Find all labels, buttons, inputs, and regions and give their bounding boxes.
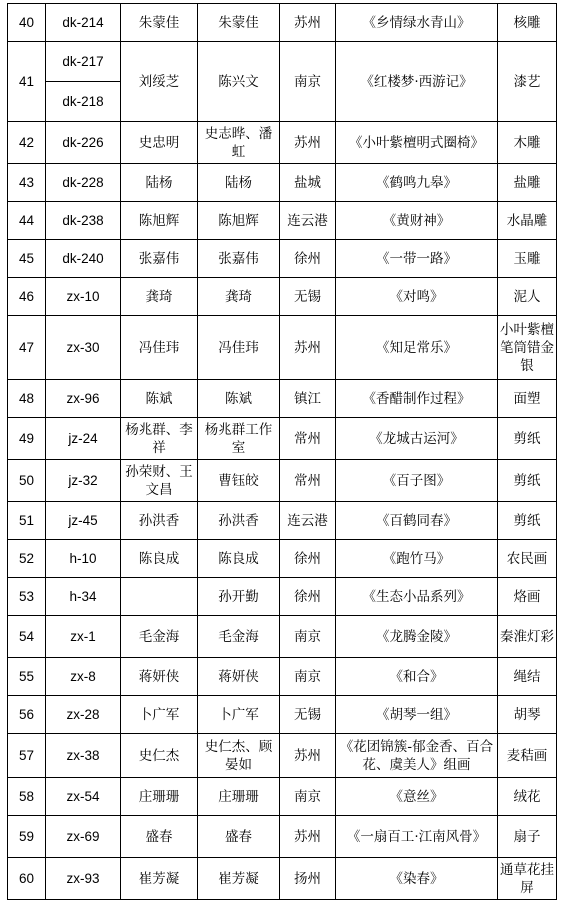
work-title-cell: 《花团锦簇-郁金香、百合花、虞美人》组画 [336,734,498,778]
author-cell: 张嘉伟 [121,240,198,278]
item-code: dk-214 [46,4,121,42]
table-body [8,4,557,900]
city-cell: 连云港 [280,202,336,240]
work-title-cell: 《鹤鸣九皋》 [336,164,498,202]
item-code: dk-240 [46,240,121,278]
row-number: 42 [8,122,46,164]
item-code: zx-69 [46,816,121,858]
table-row [8,202,557,240]
city-cell: 苏州 [280,734,336,778]
table-row [8,540,557,578]
holder-cell: 张嘉伟 [198,240,280,278]
row-number: 44 [8,202,46,240]
row-number: 59 [8,816,46,858]
work-title-cell: 《红楼梦·西游记》 [336,42,498,122]
table-row [8,278,557,316]
category-cell: 面塑 [498,380,557,418]
work-title-cell: 《百子图》 [336,460,498,502]
author-cell: 史忠明 [121,122,198,164]
row-number: 43 [8,164,46,202]
holder-cell: 史仁杰、顾晏如 [198,734,280,778]
item-code: jz-24 [46,418,121,460]
author-cell: 孙荣财、王文昌 [121,460,198,502]
row-number: 50 [8,460,46,502]
holder-cell: 庄珊珊 [198,778,280,816]
category-cell: 木雕 [498,122,557,164]
author-cell: 崔芳凝 [121,858,198,900]
category-cell: 水晶雕 [498,202,557,240]
item-code: zx-93 [46,858,121,900]
city-cell: 常州 [280,460,336,502]
work-title-cell: 《生态小品系列》 [336,578,498,616]
category-cell: 胡琴 [498,696,557,734]
holder-cell: 孙开勤 [198,578,280,616]
author-cell: 陈良成 [121,540,198,578]
row-number: 48 [8,380,46,418]
work-title-cell: 《一带一路》 [336,240,498,278]
row-number: 54 [8,616,46,658]
holder-cell: 杨兆群工作室 [198,418,280,460]
city-cell: 徐州 [280,578,336,616]
author-cell: 庄珊珊 [121,778,198,816]
city-cell: 南京 [280,42,336,122]
city-cell: 无锡 [280,278,336,316]
author-cell: 陈斌 [121,380,198,418]
row-number: 45 [8,240,46,278]
holder-cell: 陈斌 [198,380,280,418]
work-title-cell: 《知足常乐》 [336,316,498,380]
item-code: zx-10 [46,278,121,316]
holder-cell: 毛金海 [198,616,280,658]
work-title-cell: 《跑竹马》 [336,540,498,578]
work-title-cell: 《染春》 [336,858,498,900]
category-cell: 剪纸 [498,502,557,540]
table-row [8,42,557,82]
item-code: zx-28 [46,696,121,734]
category-cell: 烙画 [498,578,557,616]
item-code: zx-54 [46,778,121,816]
city-cell: 徐州 [280,540,336,578]
category-cell: 泥人 [498,278,557,316]
item-code: zx-30 [46,316,121,380]
work-title-cell: 《香醋制作过程》 [336,380,498,418]
row-number: 40 [8,4,46,42]
author-cell: 杨兆群、李祥 [121,418,198,460]
row-number: 47 [8,316,46,380]
work-title-cell: 《对鸣》 [336,278,498,316]
category-cell: 麦秸画 [498,734,557,778]
item-code: h-10 [46,540,121,578]
category-cell: 绳结 [498,658,557,696]
table-row [8,240,557,278]
row-number: 57 [8,734,46,778]
holder-cell: 卜广军 [198,696,280,734]
city-cell: 苏州 [280,122,336,164]
author-cell: 史仁杰 [121,734,198,778]
city-cell: 扬州 [280,858,336,900]
row-number: 56 [8,696,46,734]
row-number: 49 [8,418,46,460]
item-code: dk-238 [46,202,121,240]
category-cell: 剪纸 [498,418,557,460]
item-code: dk-228 [46,164,121,202]
city-cell: 盐城 [280,164,336,202]
table-row [8,696,557,734]
city-cell: 徐州 [280,240,336,278]
item-code: h-34 [46,578,121,616]
item-code: dk-226 [46,122,121,164]
city-cell: 无锡 [280,696,336,734]
category-cell: 核雕 [498,4,557,42]
work-title-cell: 《龙城古运河》 [336,418,498,460]
table-row [8,616,557,658]
table-row [8,858,557,900]
category-cell: 剪纸 [498,460,557,502]
item-code: jz-45 [46,502,121,540]
work-title-cell: 《胡琴一组》 [336,696,498,734]
city-cell: 苏州 [280,4,336,42]
work-title-cell: 《百鹤同春》 [336,502,498,540]
category-cell: 小叶紫檀笔筒错金银 [498,316,557,380]
category-cell: 漆艺 [498,42,557,122]
author-cell: 盛春 [121,816,198,858]
table-row [8,816,557,858]
row-number: 60 [8,858,46,900]
work-title-cell: 《黄财神》 [336,202,498,240]
row-number: 52 [8,540,46,578]
item-code: jz-32 [46,460,121,502]
category-cell: 玉雕 [498,240,557,278]
category-cell: 扇子 [498,816,557,858]
category-cell: 通草花挂屏 [498,858,557,900]
table-row [8,164,557,202]
category-cell: 绒花 [498,778,557,816]
author-cell [121,578,198,616]
work-title-cell: 《龙腾金陵》 [336,616,498,658]
city-cell: 南京 [280,616,336,658]
author-cell: 冯佳玮 [121,316,198,380]
table-row [8,502,557,540]
item-code: dk-217 [46,42,121,82]
item-code: dk-218 [46,82,121,122]
city-cell: 苏州 [280,316,336,380]
row-number: 46 [8,278,46,316]
table-row [8,380,557,418]
holder-cell: 龚琦 [198,278,280,316]
holder-cell: 陆杨 [198,164,280,202]
item-code: zx-8 [46,658,121,696]
holder-cell: 曹钰皎 [198,460,280,502]
work-title-cell: 《乡情绿水青山》 [336,4,498,42]
holder-cell: 盛春 [198,816,280,858]
row-number: 58 [8,778,46,816]
city-cell: 镇江 [280,380,336,418]
holder-cell: 孙洪香 [198,502,280,540]
exhibit-table [7,3,557,900]
author-cell: 蒋妍侠 [121,658,198,696]
table-row [8,122,557,164]
table-row [8,4,557,42]
holder-cell: 崔芳凝 [198,858,280,900]
work-title-cell: 《意丝》 [336,778,498,816]
table-row [8,658,557,696]
row-number: 51 [8,502,46,540]
city-cell: 连云港 [280,502,336,540]
holder-cell: 蒋妍侠 [198,658,280,696]
author-cell: 刘绥芝 [121,42,198,122]
table-row [8,316,557,380]
table-row [8,778,557,816]
author-cell: 毛金海 [121,616,198,658]
work-title-cell: 《小叶紫檀明式圈椅》 [336,122,498,164]
row-number: 41 [8,42,46,122]
holder-cell: 陈良成 [198,540,280,578]
author-cell: 卜广军 [121,696,198,734]
holder-cell: 陈旭辉 [198,202,280,240]
row-number: 53 [8,578,46,616]
holder-cell: 史志晔、潘虹 [198,122,280,164]
work-title-cell: 《一扇百工·江南风骨》 [336,816,498,858]
item-code: zx-96 [46,380,121,418]
work-title-cell: 《和合》 [336,658,498,696]
holder-cell: 朱蒙佳 [198,4,280,42]
category-cell: 盐雕 [498,164,557,202]
city-cell: 常州 [280,418,336,460]
table-row [8,418,557,460]
category-cell: 秦淮灯彩 [498,616,557,658]
row-number: 55 [8,658,46,696]
item-code: zx-1 [46,616,121,658]
city-cell: 南京 [280,778,336,816]
table-row [8,734,557,778]
holder-cell: 陈兴文 [198,42,280,122]
category-cell: 农民画 [498,540,557,578]
city-cell: 苏州 [280,816,336,858]
city-cell: 南京 [280,658,336,696]
author-cell: 龚琦 [121,278,198,316]
table-row [8,460,557,502]
author-cell: 陆杨 [121,164,198,202]
author-cell: 孙洪香 [121,502,198,540]
item-code: zx-38 [46,734,121,778]
table-row [8,578,557,616]
author-cell: 陈旭辉 [121,202,198,240]
author-cell: 朱蒙佳 [121,4,198,42]
holder-cell: 冯佳玮 [198,316,280,380]
